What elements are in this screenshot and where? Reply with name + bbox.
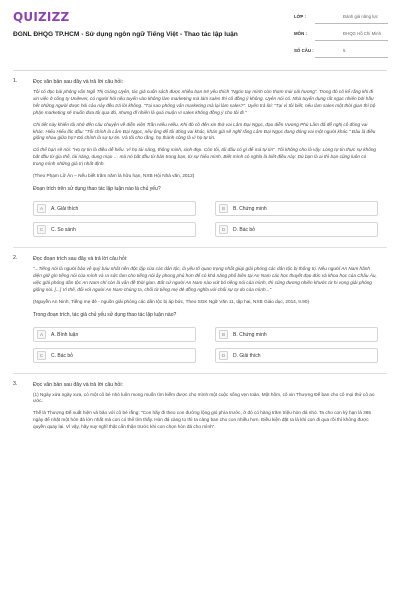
- question-prompt: Đọc văn bản sau đây và trả lời câu hỏi:: [33, 79, 123, 85]
- worksheet-header: [0, 0, 400, 70]
- passage-paragraph: Có thể bạn sẽ nói: "Họ tự tin là điều dễ hiểu. Vì họ tài năng, thông minh, xinh đẹp. Còn tôi, tôi đâu có gì để mà tự tin". Tôi không cho là vậy. Lòng tự tin thực sự không bắt đầu từ gia thế, tài năng, dung mạo … mà nó bắt đầu từ bản trong bạn, từ sự hiểu mình. Biết mình có nghĩa là biết điều này: Dù bạn là ai thì bạn cũng luôn có trong mình những giá trị nhất định.: [33, 147, 377, 167]
- meta-field-class: [315, 11, 388, 24]
- option-letter-badge: A: [37, 330, 46, 339]
- meta-value-subject: ĐHQG Hồ Chí Minh: [343, 31, 381, 36]
- meta-value-class: Đánh giá năng lực: [343, 14, 379, 19]
- meta-key-subject: MÔN :: [294, 31, 307, 36]
- option-label: B. Chứng minh: [233, 331, 267, 338]
- questions-list: [0, 78, 400, 436]
- passage-paragraph: "...Tiếng nói là người bảo vệ quý báu nhất nền độc lập của các dân tộc, là yếu tố quan trọng nhất giúp giải phóng các dân tộc bị thống trị. Nếu người An Nam hãnh diện giữ gìn tiếng nói của mình và ra sức làm cho tiếng nói ấy phong phú hơn để có khả năng phổ biến tại An Nam các học thuyết đạo đức và khoa học của Châu Âu, việc giải phóng dân tộc An Nam chỉ còn là vấn đề thời gian. Bất cứ người An Nam nào vứt bỏ tiếng nói của mình, thì cũng đương nhiên khước từ hi vọng giải phóng giống nòi. [...] Vì thế, đối với người An Nam chúng ta, chối từ tiếng mẹ đẻ đồng nghĩa với chối sự tự do của mình...": [33, 265, 377, 292]
- meta-row-count: [294, 45, 388, 62]
- question-number: 2.: [13, 254, 18, 261]
- answer-option-c[interactable]: [33, 222, 196, 237]
- option-letter-badge: A: [37, 204, 46, 213]
- option-letter-badge: B: [219, 330, 228, 339]
- question-2: [0, 255, 400, 363]
- worksheet-title: ĐGNL ĐHQG TP.HCM - Sử dụng ngôn ngữ Tiếng Việt - Thao tác lập luận: [13, 31, 238, 38]
- option-label: C. So sánh: [51, 226, 76, 233]
- passage-paragraph: Chi tiết này khiến tôi nhớ đến câu chuyện về diễn viên Trần Hiếu Hiếu. Khi đó cô đến xin thử vai Lâm Đại Ngọc, đạo diễn Vương Phù Lâm đã để nghị cô đóng vai khác. Hiểu Hiểu lắc đầu: "Tôi chính là Lâm Đại Ngọc, nếu ông để tôi đóng vai khác, khán giả sẽ nghĩ rằng Lâm Đại Ngọc đang đóng vai một người khác." Đâu là điều giống nhau giữa họ? Đó chính là sự tự tin. Và tôi cho rằng, họ thành công là vì họ tự tin.: [33, 121, 376, 141]
- question-text: Đoạn trích trên sử dụng thao tác lập luận nào là chủ yếu?: [33, 185, 161, 192]
- option-letter-badge: C: [37, 351, 46, 360]
- option-label: D. Bác bỏ: [233, 226, 255, 233]
- option-letter-badge: C: [37, 225, 46, 234]
- option-label: A. Bình luận: [51, 331, 79, 338]
- meta-field-subject: [315, 28, 388, 41]
- quizizz-logo: QUIZIZZ: [13, 10, 70, 24]
- answer-option-b[interactable]: [215, 201, 378, 216]
- question-text: Trong đoạn trích, tác giả chủ yếu sử dụng thao tác lập luận nào?: [33, 311, 177, 318]
- question-number: 3.: [13, 380, 18, 387]
- answer-option-b[interactable]: [215, 327, 378, 342]
- option-label: B. Chứng minh: [233, 205, 267, 212]
- passage-paragraph: Thế là Thượng Đế xuất hiện và bảo với cô bé rằng: "Con hãy đi theo con đường lộng gió phía trước, ở đó có hàng trăm triệu hòn đá nhỏ. Ta cho con kỳ hạn là 365 ngày để nhặt một hòn đá lớn nhất mà con có thể tìm thấy. Hòn đá càng to thì ta càng ban cho con nhiều hơn. Điều kiện đặt ra là khi con đi qua rồi thì không được quyền quay lại. Vì vậy, hãy suy nghĩ thật cẩn thận trước khi con chọn hòn đá cho mình".: [33, 410, 371, 430]
- meta-value-count: 5: [343, 48, 346, 53]
- answer-options: [33, 327, 378, 363]
- meta-row-class: [294, 11, 388, 28]
- option-letter-badge: D: [219, 225, 228, 234]
- option-letter-badge: D: [219, 351, 228, 360]
- meta-table: [294, 11, 388, 62]
- answer-option-d[interactable]: [215, 348, 378, 363]
- option-letter-badge: B: [219, 204, 228, 213]
- question-divider: [13, 373, 387, 374]
- option-label: D. Giải thích: [233, 352, 261, 359]
- meta-row-subject: [294, 28, 388, 45]
- question-prompt: Đọc văn bản sau đây và trả lời câu hỏi:: [33, 381, 123, 388]
- question-number: 1.: [13, 78, 18, 84]
- answer-option-d[interactable]: [215, 222, 378, 237]
- question-divider: [13, 247, 387, 248]
- header-divider: [13, 70, 387, 71]
- passage-paragraph: (1) Ngày xửa ngày xưa, có một cô bé nhỏ luôn mong muốn tìm kiếm được cho mình một cuộc sống vẹn toàn. Một hôm, cô xin Thượng Đế ban cho cô mọi thứ cô ao ước.: [33, 391, 375, 404]
- answer-option-a[interactable]: [33, 327, 196, 342]
- passage-paragraph: Tôi có đọc bài phỏng vấn Ngô Thị Giáng Uyên, tác giả cuốn sách được nhiều bạn trẻ yêu thích "Ngón tay mình còn thơm mùi oải hương". Trong đó cô kể rằng khi đi xin việc ở công ty Unilever, có người hỏi nếu tuyển vào không làm marketing mà làm sales thì cô đồng ý không. Uyên nói có. Nhà tuyển dụng rất ngạc nhiên bởi hầu hết những người được hỏi câu này đều trả lời không. "Tại sao phỏng vấn marketing mà lại làm sales?". Uyên trả lời: "Tại vì tôi biết, nếu làm sales một thời gian thì bộ phận marketing sẽ muốn đưa tôi qua đó, nhưng dĩ nhiên là quá muộn vì sales không đồng ý cho tôi đi.": [33, 89, 376, 115]
- answer-option-c[interactable]: [33, 348, 196, 363]
- meta-key-class: LỚP :: [294, 14, 306, 19]
- passage-source: (Nguyễn An Ninh, Tiếng mẹ đẻ - nguồn giải phóng các dân tộc bị áp bức, Theo SGK Ngữ Văn 11, tập hai, NXB Giáo dục, 2014, tr.90): [33, 298, 310, 304]
- meta-field-count: [315, 45, 388, 58]
- question-prompt: Đọc đoạn trích sau đây và trả lời câu hỏi:: [33, 255, 128, 262]
- option-label: A. Giải thích: [51, 205, 79, 212]
- meta-key-count: SỐ CÂU :: [294, 48, 314, 53]
- answer-options: [33, 201, 378, 237]
- answer-option-a[interactable]: [33, 201, 196, 216]
- question-3: [0, 381, 400, 432]
- question-1: [0, 78, 400, 237]
- passage-source: (Theo Phạm Lữ Ân – Nếu biết trăm năm là hữu hạn, NXB Hội Nhà văn, 2012): [33, 173, 195, 179]
- option-label: C. Bác bỏ: [51, 352, 73, 359]
